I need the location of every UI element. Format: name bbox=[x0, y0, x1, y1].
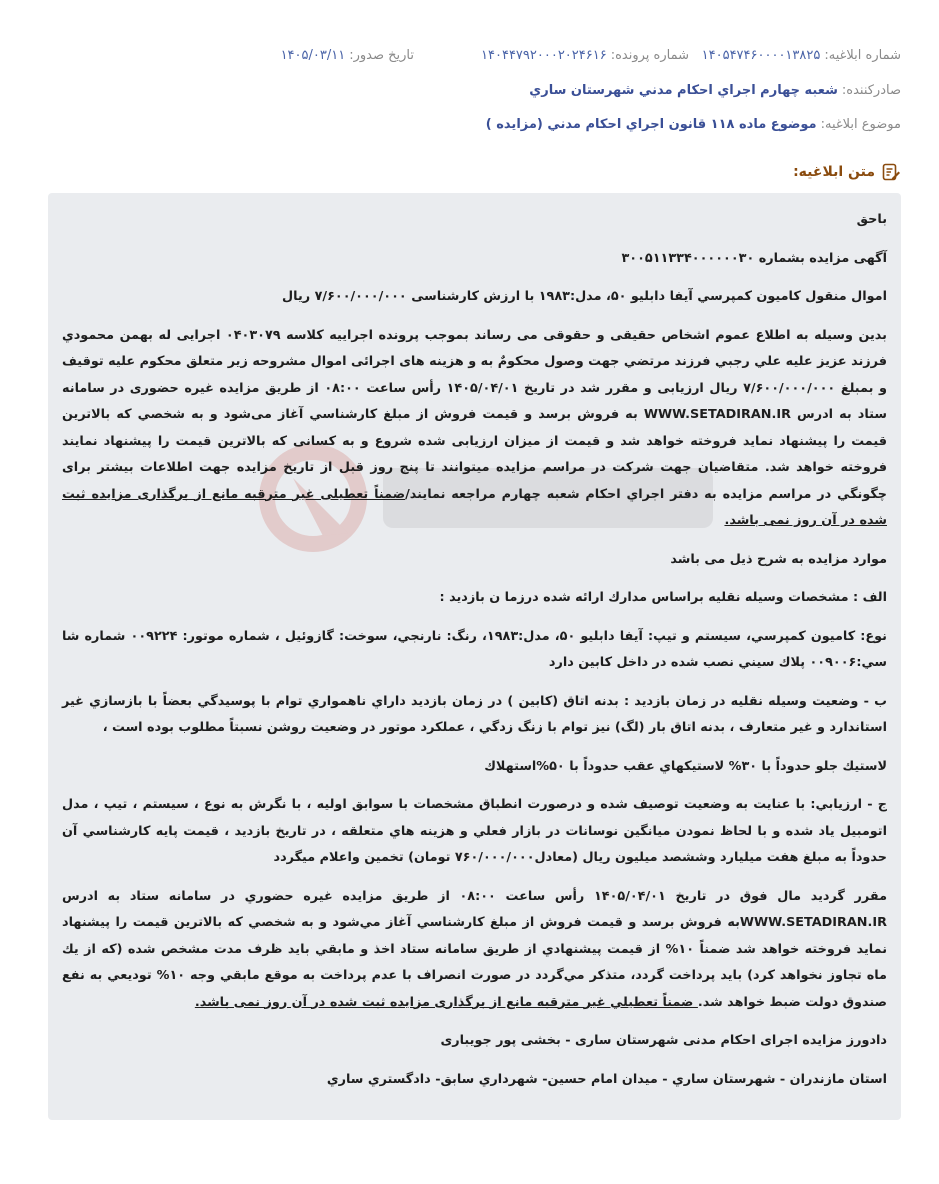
para-auction-terms-text: مقرر گرديد مال فوق در تاريخ ۱۴۰۵/۰۴/۰۱ رأس ساعت ۰۸:۰۰ از طريق مزايده غيره حضوري در سامانه ستاد به ادرس WWW.SETADIRAN.IRبه فروش برسد و قيمت فروش از مبلغ كارشناسي آغاز مي‌شود و به شخصي كه بالاترين قيمت را پيشنهاد نمايد فروخته خواهد شد ضمناً ۱۰% از قيمت پيشنهادي از طريق سامانه ستاد اخذ و مابقي بايد ظرف مدت مشخص شده (كه از يك ماه تجاوز نخواهد كرد) بايد پرداخت گردد، متذكر مي‌گردد در صورت انصراف با عدم پرداخت به موقع مابقي وجه ۱۰% توديعي به نفع صندوق دولت ضبط خواهد شد. bbox=[62, 888, 887, 1010]
para-valuation: ج - ارزيابي: با عنايت به وضعيت توصيف شده و درصورت انطباق مشخصات با سوابق اوليه ، با نگرش به نوع ، سيستم ، تيپ ، مدل اتومبيل ياد شده و با لحاظ نمودن ميانگين نوسانات در بازار فعلي و هزينه هاي متعلقه ، در تاريخ بازديد ، قيمت پايه كارشناسي آن حدوداً به مبلغ هفت ميليارد وششصد ميليون ريال (معادل۷۶۰/۰۰۰/۰۰۰ تومان) تخمين واعلام ميگردد bbox=[62, 797, 887, 865]
case-number bbox=[414, 48, 689, 63]
section-title-text: متن ابلاغیه: bbox=[793, 164, 875, 180]
notice-number-label: شماره ابلاغیه: bbox=[824, 47, 901, 63]
para-auction-subject: اموال منقول كاميون كمپرسي آيفا دابليو ۵۰، مدل:۱۹۸۳ با ارزش كارشناسی ۷/۶۰۰/۰۰۰/۰۰۰ ريال bbox=[282, 289, 887, 304]
document-edit-icon bbox=[881, 162, 901, 182]
issue-date-label: تاریخ صدور: bbox=[349, 47, 414, 63]
issuer-row bbox=[40, 79, 901, 101]
para-address: استان مازندران - شهرستان ساري - ميدان امام حسين- شهرداري سابق- دادگستري ساري bbox=[326, 1071, 887, 1087]
para-auction-number: آگهی مزایده بشماره ۳۰۰۵۱۱۳۳۴۰۰۰۰۰۰۳۰ bbox=[621, 250, 887, 266]
para-opening: باحق bbox=[856, 212, 887, 227]
para-items-intro: موارد مزايده به شرح ذيل می باشد bbox=[670, 551, 887, 567]
issuer-label: صادرکننده: bbox=[841, 82, 901, 98]
para-vehicle-condition: ب - وضعيت وسيله نقليه در زمان بازديد : بدنه اتاق (كابين ) در زمان بازديد داراي ناهمواري توام با پوسيدگي بعضاً با بازسازي غير استاندارد و غير متعارف ، بدنه اتاق بار (لگ) نيز توام با زنگ زدگي ، عملكرد موتور در وضعيت روشن نسبتاً مطلوب بوده است ، bbox=[62, 693, 887, 735]
para-tires: لاستيك جلو حدوداً با ۳۰% لاستيكهاي عقب حدوداً با ۵۰%استهلاك bbox=[484, 758, 887, 774]
para-vehicle-spec: نوع: كاميون كمپرسي، سيستم و تيپ: آيفا دابليو ۵۰، مدل:۱۹۸۳، رنگ: نارنجي، سوخت: گازوئيل ، شماره موتور: ۰۰۹۲۲۴ شماره شا سي:۰۰۹۰۰۶ پلاك سيني نصب شده در داخل كابين دارد bbox=[62, 628, 887, 670]
notice-number bbox=[689, 48, 901, 63]
subject-label: موضوع ابلاغیه: bbox=[820, 116, 901, 132]
issue-date-value: ۱۴۰۵/۰۳/۱۱ bbox=[280, 47, 346, 63]
case-number-label: شماره پرونده: bbox=[610, 47, 689, 63]
para-auction-terms bbox=[62, 884, 887, 1017]
case-number-value: ۱۴۰۴۴۷۹۲۰۰۰۲۰۲۴۶۱۶ bbox=[481, 47, 607, 63]
notice-content bbox=[48, 193, 901, 1120]
notice-number-value: ۱۴۰۵۴۷۴۶۰۰۰۰۱۳۸۲۵ bbox=[701, 47, 821, 63]
section-title bbox=[793, 160, 901, 184]
subject-row bbox=[40, 113, 901, 135]
para-vehicle-spec-title: الف : مشخصات وسيله نقليه براساس مدارك ارائه شده درزما ن بازديد : bbox=[439, 590, 887, 605]
para-main-notice-text: بدين وسيله به اطلاع عموم اشخاص حقيقی و حقوقی می رساند بموجب پرونده اجرايیه كلاسه ۰۴۰۳۰۷۹ اجرايی له بهمن محمودي فرزند عزيز عليه علي رجبي فرزند مرتضي جهت وصول محكومٌ به و هزينه های اجرائی اموال مشروحه زير متعلق محكوم عليه توقيف و بمبلغ ۷/۶۰۰/۰۰۰/۰۰۰ ريال ارزيابی و مقرر شد در تاريخ ۱۴۰۵/۰۴/۰۱ رأس ساعت ۰۸:۰۰ از طريق مزايده غيره حضوری در سامانه ستاد به ادرس WWW.SETADIRAN.IR به فروش برسد و قيمت فروش از مبلغ كارشناسي آغاز می‌شود و به شخصي كه بالاترين قيمت را پيشنهاد نمايد فروخته خواهد شد و قيمت از ميزان ارزيابی شده شروع و به كسانی كه بالاترين قيمت را پيشنهاد نمايند فروخته خواهد شد. متقاضيان جهت شركت در مراسم مزايده ميتوانند تا پنج روز قبل از تاريخ مزايده جهت اطلاعات بيشتر برای چگونگي در مراسم مزايده به دفتر اجراي احكام شعبه چهارم مراجعه نمايند/ bbox=[62, 327, 888, 502]
para-officer: دادورز مزايده اجرای احكام مدنی شهرستان ساری - بخشی پور جويباری bbox=[440, 1033, 887, 1048]
para-main-notice-underlined: ضمناً تعطيلی غير مترقبه مانع از برگذاری مزايده ثبت شده در آن روز نمی باشد. bbox=[62, 486, 887, 528]
para-main-notice bbox=[62, 323, 887, 535]
subject-value: موضوع ماده ۱۱۸ قانون اجراي احكام مدني (مزايده ) bbox=[485, 116, 817, 132]
issue-date bbox=[214, 48, 414, 63]
issuer-value: شعبه چهارم اجراي احكام مدني شهرستان ساري bbox=[529, 82, 838, 98]
para-auction-terms-underlined: ضمناً تعطيلي غير مترقبه مانع از برگذاری مزايده ثبت شده در آن روز نمی باشد. bbox=[194, 994, 698, 1010]
header-meta-row bbox=[40, 44, 901, 66]
